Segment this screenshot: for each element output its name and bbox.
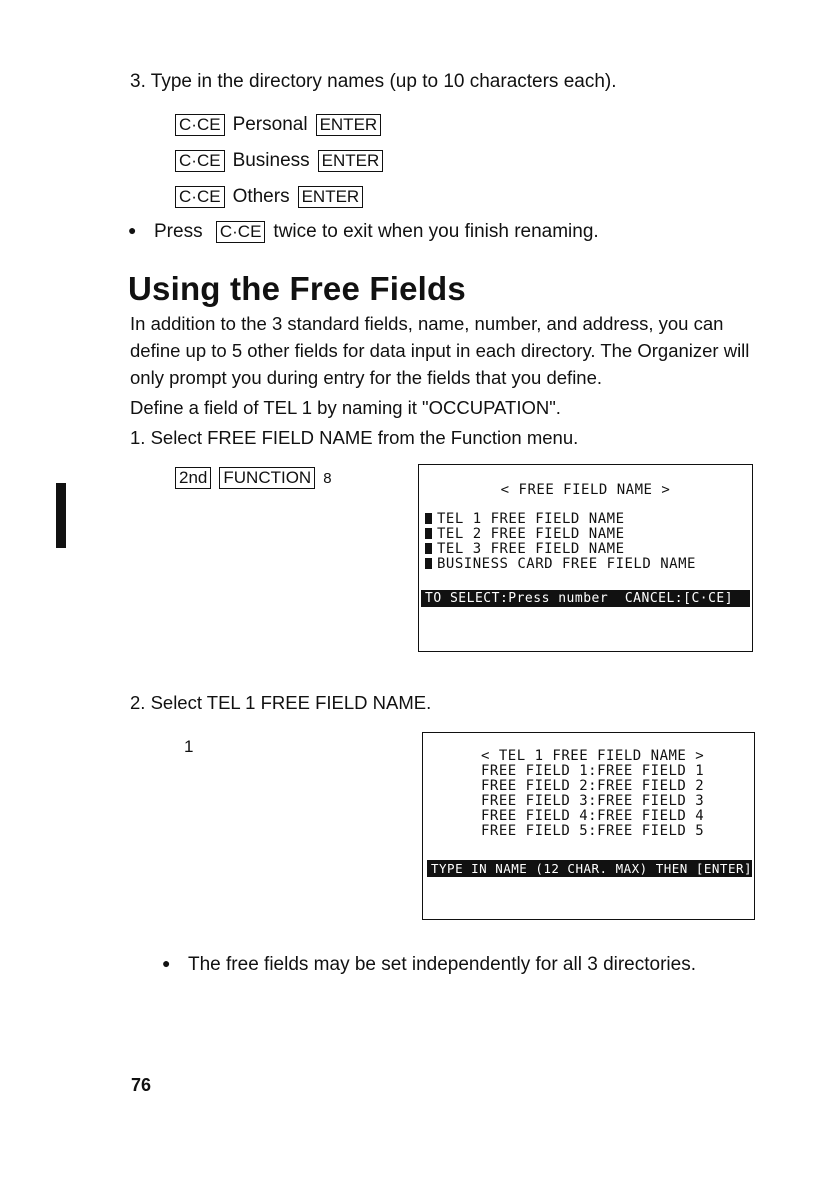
enter-key: ENTER (298, 186, 364, 208)
screen1-item-label: BUSINESS CARD FREE FIELD NAME (437, 556, 696, 572)
screen1-status-bar: TO SELECT:Press number CANCEL:[C·CE] (421, 590, 750, 607)
screen1-item-label: TEL 2 FREE FIELD NAME (437, 526, 625, 542)
enter-key: ENTER (316, 114, 382, 136)
section-heading: Using the Free Fields (128, 270, 466, 307)
bullet-post: twice to exit when you finish renaming. (273, 221, 599, 242)
step1-keys (175, 467, 332, 489)
key-row-others (175, 186, 363, 208)
key-row-personal (175, 114, 381, 136)
step1-digit: 8 (323, 470, 332, 487)
bullet-square-icon (425, 513, 432, 524)
bullet-icon: ● (128, 222, 137, 238)
row-label: Business (232, 150, 310, 171)
row-label: Others (232, 186, 290, 207)
screen2-item: FREE FIELD 1:FREE FIELD 1 (481, 763, 705, 779)
key-row-business (175, 150, 383, 172)
screen2-item: FREE FIELD 2:FREE FIELD 2 (481, 778, 705, 794)
step2-text: 2. Select TEL 1 FREE FIELD NAME. (130, 692, 432, 713)
screen1-title: < FREE FIELD NAME > (500, 482, 671, 498)
cce-key: C·CE (175, 114, 225, 136)
section-heading-wrap (128, 270, 466, 308)
step1-text: 1. Select FREE FIELD NAME from the Function menu. (130, 427, 579, 448)
cce-key: C·CE (175, 186, 225, 208)
bullet-square-icon (425, 558, 432, 569)
margin-bar (56, 483, 66, 548)
2nd-key: 2nd (175, 467, 211, 489)
bullet-pre: Press (154, 221, 203, 242)
screen2-item: FREE FIELD 3:FREE FIELD 3 (481, 793, 705, 809)
screen1-item (425, 527, 752, 542)
bullet-note (162, 954, 696, 976)
enter-key: ENTER (318, 150, 384, 172)
row-label: Personal (232, 114, 308, 135)
screen2-title: < TEL 1 FREE FIELD NAME > (481, 748, 705, 764)
bullet-exit (128, 221, 599, 243)
screen1-item-label: TEL 1 FREE FIELD NAME (437, 511, 625, 527)
screen1-item (425, 512, 752, 527)
function-key: FUNCTION (219, 467, 315, 489)
lcd-screen-1 (418, 464, 753, 652)
bullet-square-icon (425, 528, 432, 539)
screen1-item (425, 557, 752, 572)
screen2-item: FREE FIELD 4:FREE FIELD 4 (481, 808, 705, 824)
intro-paragraph: In addition to the 3 standard fields, name, number, and address, you can define up to 5 other fields for data input in each directory. The Organizer will only prompt you during entry for the fields that you define. (130, 313, 750, 388)
screen1-item-label: TEL 3 FREE FIELD NAME (437, 541, 625, 557)
bullet-square-icon (425, 543, 432, 554)
lcd-screen-2 (422, 732, 755, 920)
step3-text: 3. Type in the directory names (up to 10 characters each). (130, 71, 617, 92)
step2-digit: 1 (184, 737, 194, 756)
page-number: 76 (131, 1075, 152, 1095)
cce-key: C·CE (216, 221, 266, 243)
screen2-status-bar: TYPE IN NAME (12 CHAR. MAX) THEN [ENTER] (427, 860, 752, 877)
define-line: Define a field of TEL 1 by naming it "OCCUPATION". (130, 397, 561, 418)
screen2-item: FREE FIELD 5:FREE FIELD 5 (481, 823, 705, 839)
cce-key: C·CE (175, 150, 225, 172)
note-text: The free fields may be set independently for all 3 directories. (188, 954, 696, 975)
bullet-icon: ● (162, 955, 171, 971)
screen1-item (425, 542, 752, 557)
